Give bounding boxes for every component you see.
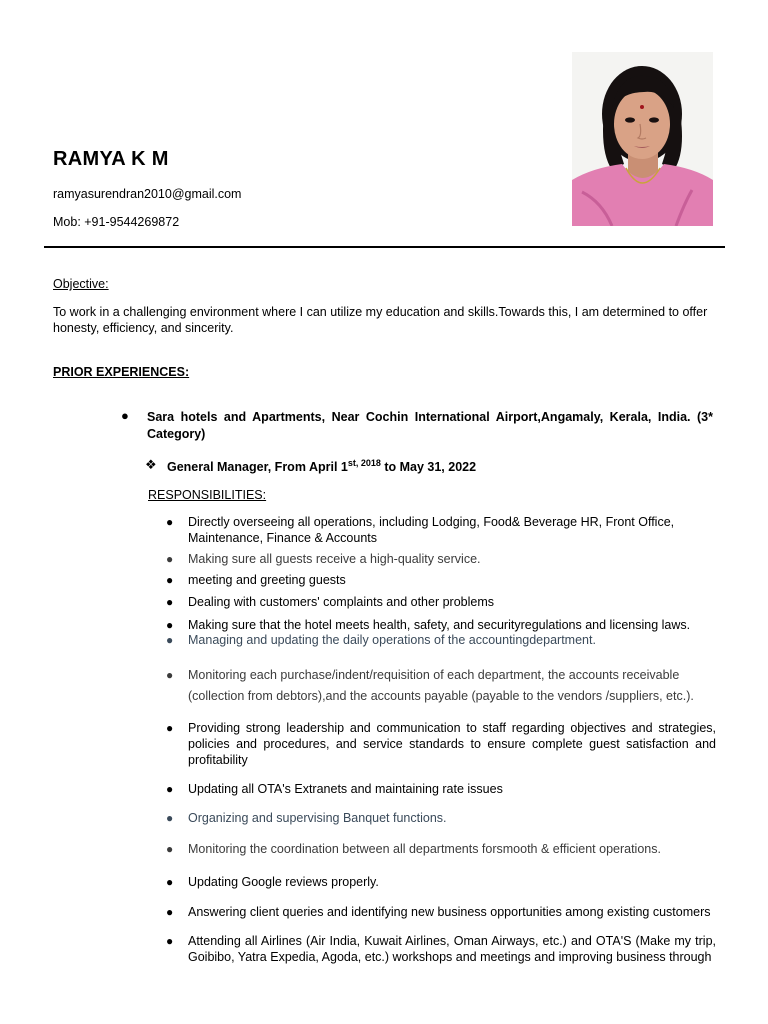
diamond-bullet-icon: ❖ — [145, 457, 157, 472]
responsibilities-heading: RESPONSIBILITIES: — [148, 488, 267, 502]
list-item — [166, 617, 716, 633]
list-item — [166, 904, 716, 920]
list-item — [166, 594, 716, 610]
list-item — [166, 874, 716, 890]
list-item — [166, 665, 716, 707]
experience-heading: PRIOR EXPERIENCES: — [53, 365, 190, 379]
list-item-text: Managing and updating the daily operations of the accountingdepartment. — [188, 633, 596, 647]
bullet-icon: ● — [166, 842, 174, 856]
list-item — [166, 572, 716, 588]
profile-photo-graphic — [572, 52, 713, 226]
header-divider — [44, 246, 725, 248]
list-item — [166, 720, 716, 768]
list-item-text: Making sure that the hotel meets health, safety, and securityregulations and licensing laws. — [188, 618, 691, 632]
role-suffix: to May 31, 2022 — [380, 460, 477, 475]
company-entry: Sara hotels and Apartments, Near Cochin International Airport,Angamaly, Kerala, India. (3* Category) — [147, 410, 713, 441]
bullet-icon: ● — [166, 721, 174, 735]
list-item-text: meeting and greeting guests — [188, 573, 346, 587]
list-item-text: Monitoring the coordination between all departments forsmooth & efficient operations. — [188, 842, 661, 856]
bullet-icon: ● — [166, 668, 174, 682]
list-item — [166, 781, 716, 797]
bullet-icon: ● — [166, 552, 174, 566]
bullet-icon: ● — [166, 905, 174, 919]
list-item-text: Answering client queries and identifying new business opportunities among existing customers — [188, 905, 711, 919]
list-item — [166, 551, 716, 567]
list-item — [166, 514, 716, 546]
email-address: ramyasurendran2010@gmail.com — [53, 187, 242, 201]
objective-text: To work in a challenging environment where I can utilize my education and skills.Towards this, I am determined to offer honesty, efficiency, and sincerity. — [53, 305, 708, 335]
list-item-text: Attending all Airlines (Air India, Kuwait Airlines, Oman Airways, etc.) and OTA'S (Make my trip, Goibibo, Yatra Expedia, Agoda, etc.) workshops and meetings and improving business through — [188, 934, 716, 964]
mobile-number: Mob: +91-9544269872 — [53, 215, 180, 229]
profile-photo — [572, 52, 713, 226]
list-item — [166, 841, 716, 857]
objective-heading: Objective: — [53, 277, 109, 291]
bullet-icon: ● — [166, 782, 174, 796]
bullet-icon: ● — [166, 515, 174, 529]
list-item-text: Updating all OTA's Extranets and maintaining rate issues — [188, 782, 503, 796]
list-item — [166, 810, 716, 826]
list-item — [166, 933, 716, 965]
list-item-text: Organizing and supervising Banquet functions. — [188, 811, 447, 825]
list-item — [166, 632, 716, 648]
bullet-icon: ● — [166, 875, 174, 889]
candidate-name: RAMYA K M — [53, 148, 169, 170]
role-prefix: General Manager, From April 1 — [167, 460, 348, 475]
list-item-text: Dealing with customers' complaints and other problems — [188, 595, 494, 609]
bullet-icon: ● — [166, 633, 174, 647]
list-item-text: Providing strong leadership and communication to staff regarding objectives and strategies, policies and procedures, and service standards to ensure complete guest satisfaction and profitability — [188, 721, 716, 767]
bullet-icon: ● — [166, 595, 174, 609]
list-item-text: Updating Google reviews properly. — [188, 875, 379, 889]
bullet-icon: ● — [166, 618, 174, 632]
list-item-text: Directly overseeing all operations, including Lodging, Food& Beverage HR, Front Office, Maintenance, Finance & Accounts — [188, 515, 675, 545]
list-item-text: Making sure all guests receive a high-quality service. — [188, 552, 481, 566]
bullet-icon: ● — [166, 573, 174, 587]
bullet-icon: ● — [166, 934, 174, 948]
role-title — [167, 458, 476, 474]
bullet-icon: ● — [166, 811, 174, 825]
bullet-icon: ● — [121, 408, 129, 423]
role-start-superscript: st, 2018 — [347, 458, 381, 468]
list-item-text: Monitoring each purchase/indent/requisition of each department, the accounts receivable (collection from debtors),and the accounts payable (payable to the vendors /suppliers, etc.). — [188, 668, 694, 703]
